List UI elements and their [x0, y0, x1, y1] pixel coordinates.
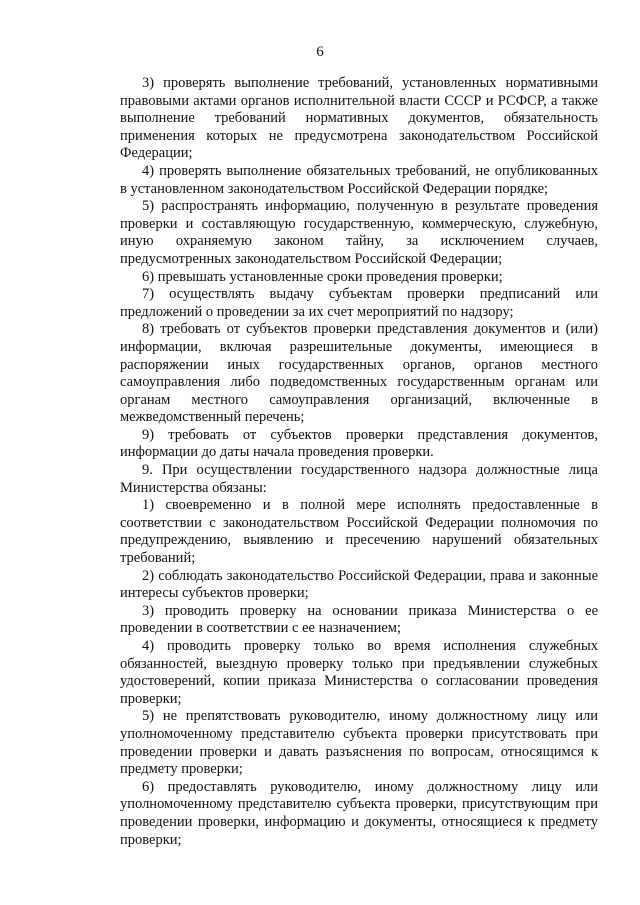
paragraph-duty-2: 2) соблюдать законодательство Российской Федерации, права и законные интересы субъектов проверки;	[120, 567, 598, 602]
paragraph-duty-5: 5) не препятствовать руководителю, иному должностному лицу или уполномоченному представителю субъекта проверки присутствовать при проведении проверки и давать разъяснения по вопросам, относящимся к предмету проверки;	[120, 708, 598, 778]
paragraph-prohibition-4: 4) проверять выполнение обязательных требований, не опубликованных в установленном законодательством Российской Федерации порядке;	[120, 162, 598, 197]
paragraph-prohibition-7: 7) осуществлять выдачу субъектам проверки предписаний или предложений о проведении за их счет мероприятий по надзору;	[120, 286, 598, 320]
page-number: 6	[316, 44, 324, 60]
paragraph-prohibition-5: 5) распространять информацию, полученную в результате проведения проверки и составляющую государственную, коммерческую, служебную, иную охраняемую законом тайну, за исключением случаев, предусмотренных законодательством Российской Федерации;	[120, 198, 598, 267]
paragraph-prohibition-6: 6) превышать установленные сроки проведения проверки;	[142, 268, 503, 285]
paragraph-duty-1: 1) своевременно и в полной мере исполнять предоставленные в соответствии с законодательством Российской Федерации полномочия по предупреждению, выявлению и пресечению нарушений обязательных требований;	[120, 497, 598, 567]
paragraph-prohibition-9: 9) требовать от субъектов проверки представления документов, информации до даты начала проведения проверки.	[120, 426, 598, 461]
document-body	[120, 75, 598, 849]
paragraph-prohibition-8: 8) требовать от субъектов проверки представления документов и (или) информации, включая разрешительные документы, имеющиеся в распоряжении иных государственных органов, органов местного самоуправления либо подведомственных государственным органам или органам местного самоуправления организаций, включенные в межведомственный перечень;	[120, 321, 598, 426]
paragraph-duty-6: 6) предоставлять руководителю, иному должностному лицу или уполномоченному представителю субъекта проверки, присутствующим при проведении проверки, информацию и документы, относящиеся к предмету проверки;	[120, 778, 598, 848]
paragraph-duty-4: 4) проводить проверку только во время исполнения служебных обязанностей, выездную проверку только при предъявлении служебных удостоверений, копии приказа Министерства о согласовании проведения проверки;	[120, 638, 598, 707]
paragraph-duty-3: 3) проводить проверку на основании приказа Министерства о ее проведении в соответствии с ее назначением;	[120, 602, 598, 637]
section-9-heading: 9. При осуществлении государственного надзора должностные лица Министерства обязаны:	[120, 462, 598, 496]
paragraph-prohibition-3: 3) проверять выполнение требований, установленных нормативными правовыми актами органов исполнительной власти СССР и РСФСР, а также выполнение требований нормативных документов, обязательность применения которых не предусмотрена законодательством Российской Федерации;	[120, 75, 598, 162]
